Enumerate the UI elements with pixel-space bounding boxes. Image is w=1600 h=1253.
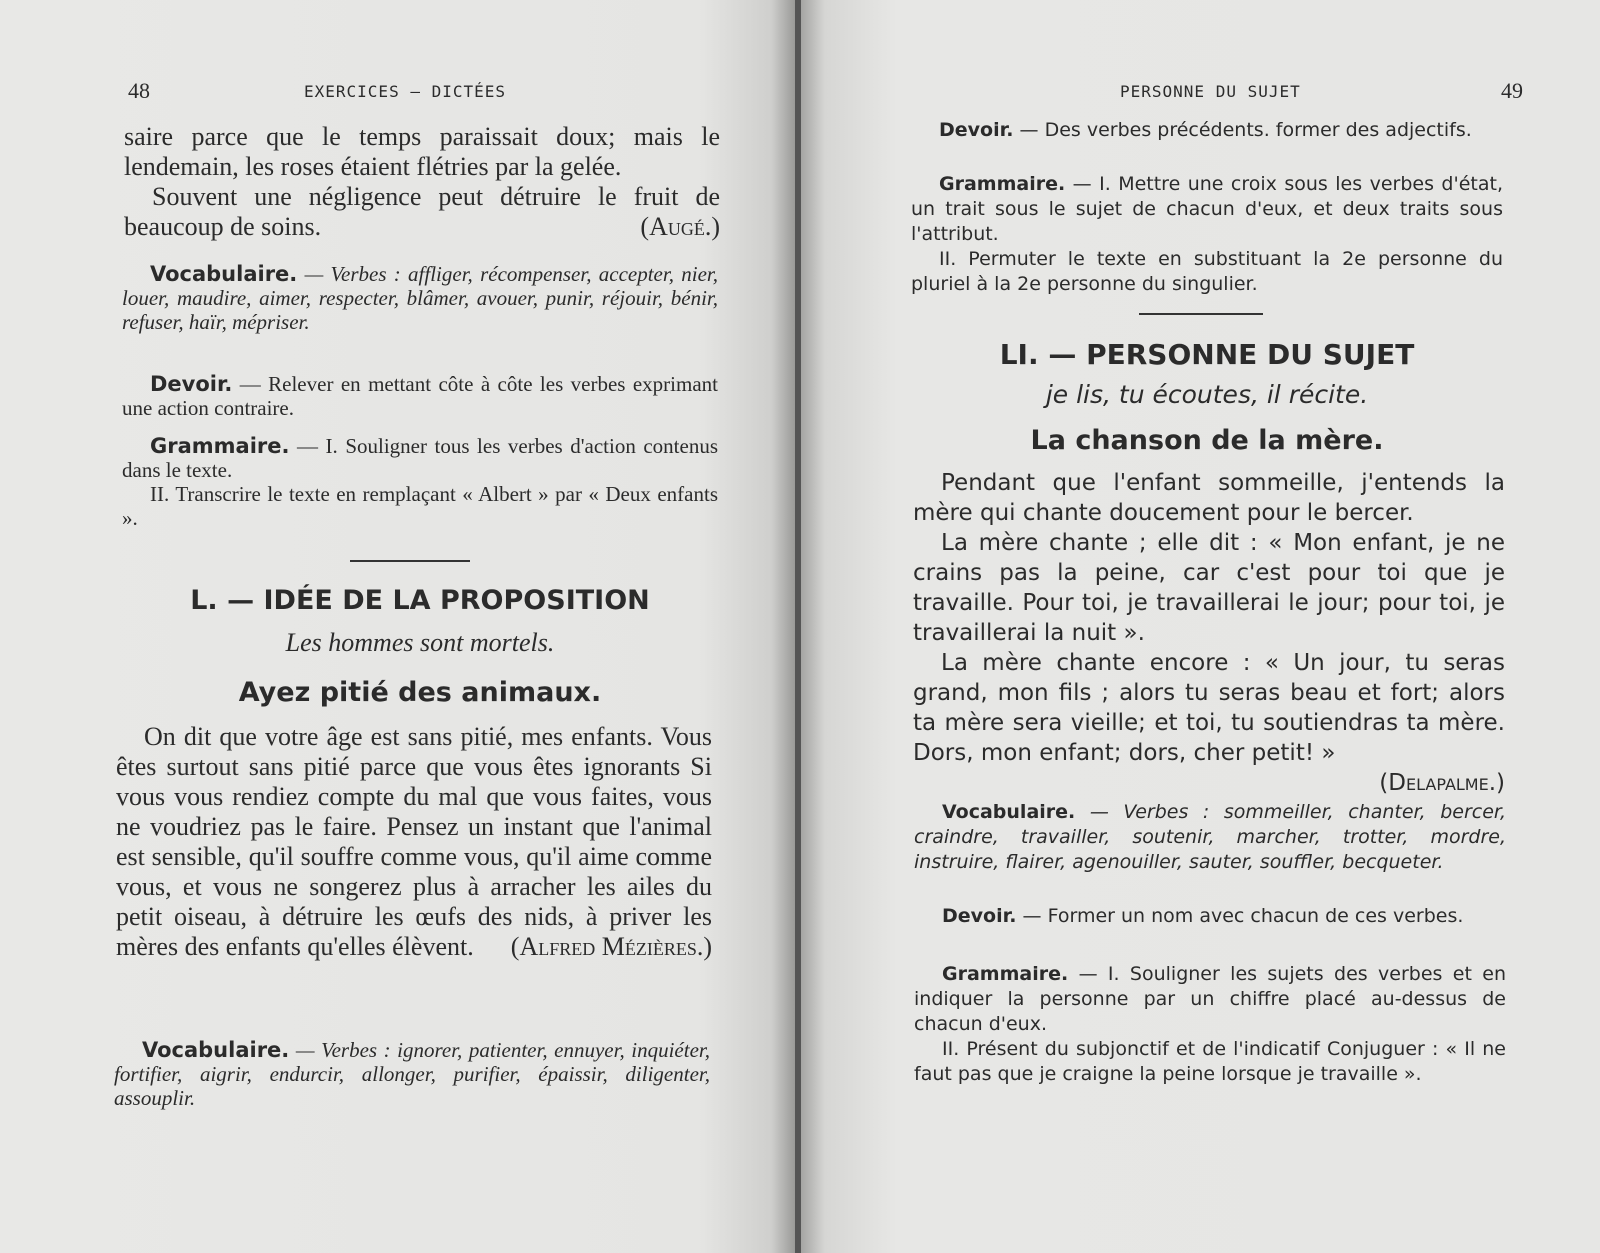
grammaire-ii: II. Transcrire le texte en remplaçant « Albert » par « Deux enfants ». — [122, 482, 718, 530]
lesson-example: je lis, tu écoutes, il récite. — [1045, 380, 1369, 409]
continuation-author: (Augé.) — [640, 212, 720, 241]
grammaire-text: — I. Souligner tous les verbes d'action contenus dans le texte. — [122, 434, 718, 482]
vocab-text: — Verbes : affliger, récompenser, accepter, nier, louer, maudire, aimer, respecter, blâmer, avouer, punir, réjouir, bénir, refuser, haïr, mépriser. — [122, 262, 718, 334]
section-divider — [350, 560, 470, 562]
lesson-title: L. — IDÉE DE LA PROPOSITION — [190, 585, 650, 616]
grammaire2-text: — I. Souligner les sujets des verbes et en indiquer la personne par un chiffre placé au-dessus de chacun d'eux. — [914, 963, 1506, 1035]
grammaire2-label: Grammaire. — [942, 963, 1069, 985]
continuation-paragraph: saire parce que le temps paraissait doux; mais le lendemain, les roses étaient flétries par la gelée. — [124, 122, 720, 181]
page-number: 48 — [128, 78, 150, 103]
devoir2-text: — Former un nom avec chacun de ces verbes. — [1022, 905, 1464, 927]
devoir2-block — [914, 904, 1506, 929]
devoir-label: Devoir. — [150, 372, 233, 396]
vocab-label: Vocabulaire. — [942, 801, 1076, 823]
vocab2-block — [114, 1038, 710, 1110]
grammaire-label: Grammaire. — [150, 434, 290, 458]
vocab-block — [122, 262, 718, 334]
dictation-title: La chanson de la mère. — [1030, 425, 1384, 456]
devoir2-label: Devoir. — [942, 905, 1017, 927]
devoir-text: — Des verbes précédents. former des adjectifs. — [1019, 119, 1472, 141]
dictation-paragraph: La mère chante ; elle dit : « Mon enfant, je ne crains pas la peine, car c'est pour toi que je travaille. Pour toi, je travaillerai le jour; pour toi, je travaillerai la nuit ». — [913, 530, 1505, 646]
vocab-block — [914, 800, 1506, 875]
devoir-block — [911, 118, 1503, 143]
vocab-text: — Verbes : sommeiller, chanter, bercer, craindre, travailler, soutenir, marcher, trotter, mordre, instruire, flairer, agenouiller, sauter, souffler, becqueter. — [914, 801, 1506, 873]
left-page — [0, 0, 795, 1253]
grammaire-label: Grammaire. — [939, 173, 1066, 195]
dictation-text — [116, 722, 712, 962]
grammaire-text: — I. Mettre une croix sous les verbes d'état, un trait sous le sujet de chacun d'eux, et deux traits sous l'attribut. — [911, 173, 1503, 245]
devoir-block — [122, 372, 718, 420]
right-page — [801, 0, 1600, 1253]
grammaire-ii: II. Permuter le texte en substituant la 2e personne du pluriel à la 2e personne du singulier. — [911, 248, 1503, 295]
devoir-text: — Relever en mettant côte à côte les verbes exprimant une action contraire. — [122, 372, 718, 420]
dictation-text — [913, 468, 1505, 798]
vocab2-label: Vocabulaire. — [142, 1038, 290, 1062]
lesson-title: LI. — PERSONNE DU SUJET — [999, 338, 1415, 371]
grammaire2-block — [914, 962, 1506, 1087]
running-head: PERSONNE DU SUJET — [1120, 82, 1301, 101]
dictation-title: Ayez pitié des animaux. — [238, 677, 602, 708]
dictation-paragraph: Pendant que l'enfant sommeille, j'entends la mère qui chante doucement pour le bercer. — [913, 470, 1505, 526]
vocab-label: Vocabulaire. — [150, 262, 298, 286]
page-number: 49 — [1501, 78, 1523, 103]
devoir-label: Devoir. — [939, 119, 1014, 141]
dictation-paragraph: On dit que votre âge est sans pitié, mes enfants. Vous êtes surtout sans pitié parce que vous êtes ignorants Si vous vous rendiez compte du mal que vous faites, vous ne voudriez pas le faire. Pensez un instant que l'animal est sensible, qu'il souffre comme vous, qu'il aime comme vous, et vous ne songerez plus à arracher les ailes du petit oiseau, à détruire les œufs des nids, à priver les mères des enfants qu'elles élèvent. — [116, 722, 712, 961]
grammaire-block — [911, 172, 1503, 297]
running-head: EXERCICES — DICTÉES — [304, 82, 507, 101]
section-divider — [1139, 313, 1263, 315]
continuation-paragraph: Souvent une négligence peut détruire le fruit de beaucoup de soins. — [124, 182, 720, 241]
dictation-paragraph: La mère chante encore : « Un jour, tu seras grand, mon fils ; alors tu seras beau et fort; alors ta mère sera vieille; et toi, tu soutiendras ta mère. Dors, mon enfant; dors, cher petit! » — [913, 650, 1505, 766]
continuation-text — [124, 122, 720, 242]
grammaire-block — [122, 434, 718, 530]
lesson-example: Les hommes sont mortels. — [285, 628, 555, 657]
vocab2-text: — Verbes : ignorer, patienter, ennuyer, inquiéter, fortifier, aigrir, endurcir, allonger, purifier, épaissir, diligenter, assouplir. — [114, 1038, 710, 1110]
dictation-author: (Alfred Mézières.) — [510, 932, 712, 961]
grammaire2-ii: II. Présent du subjonctif et de l'indicatif Conjuguer : « Il ne faut pas que je craigne la peine lorsque je travaille ». — [914, 1038, 1506, 1085]
dictation-author: (Delapalme.) — [1379, 770, 1505, 796]
